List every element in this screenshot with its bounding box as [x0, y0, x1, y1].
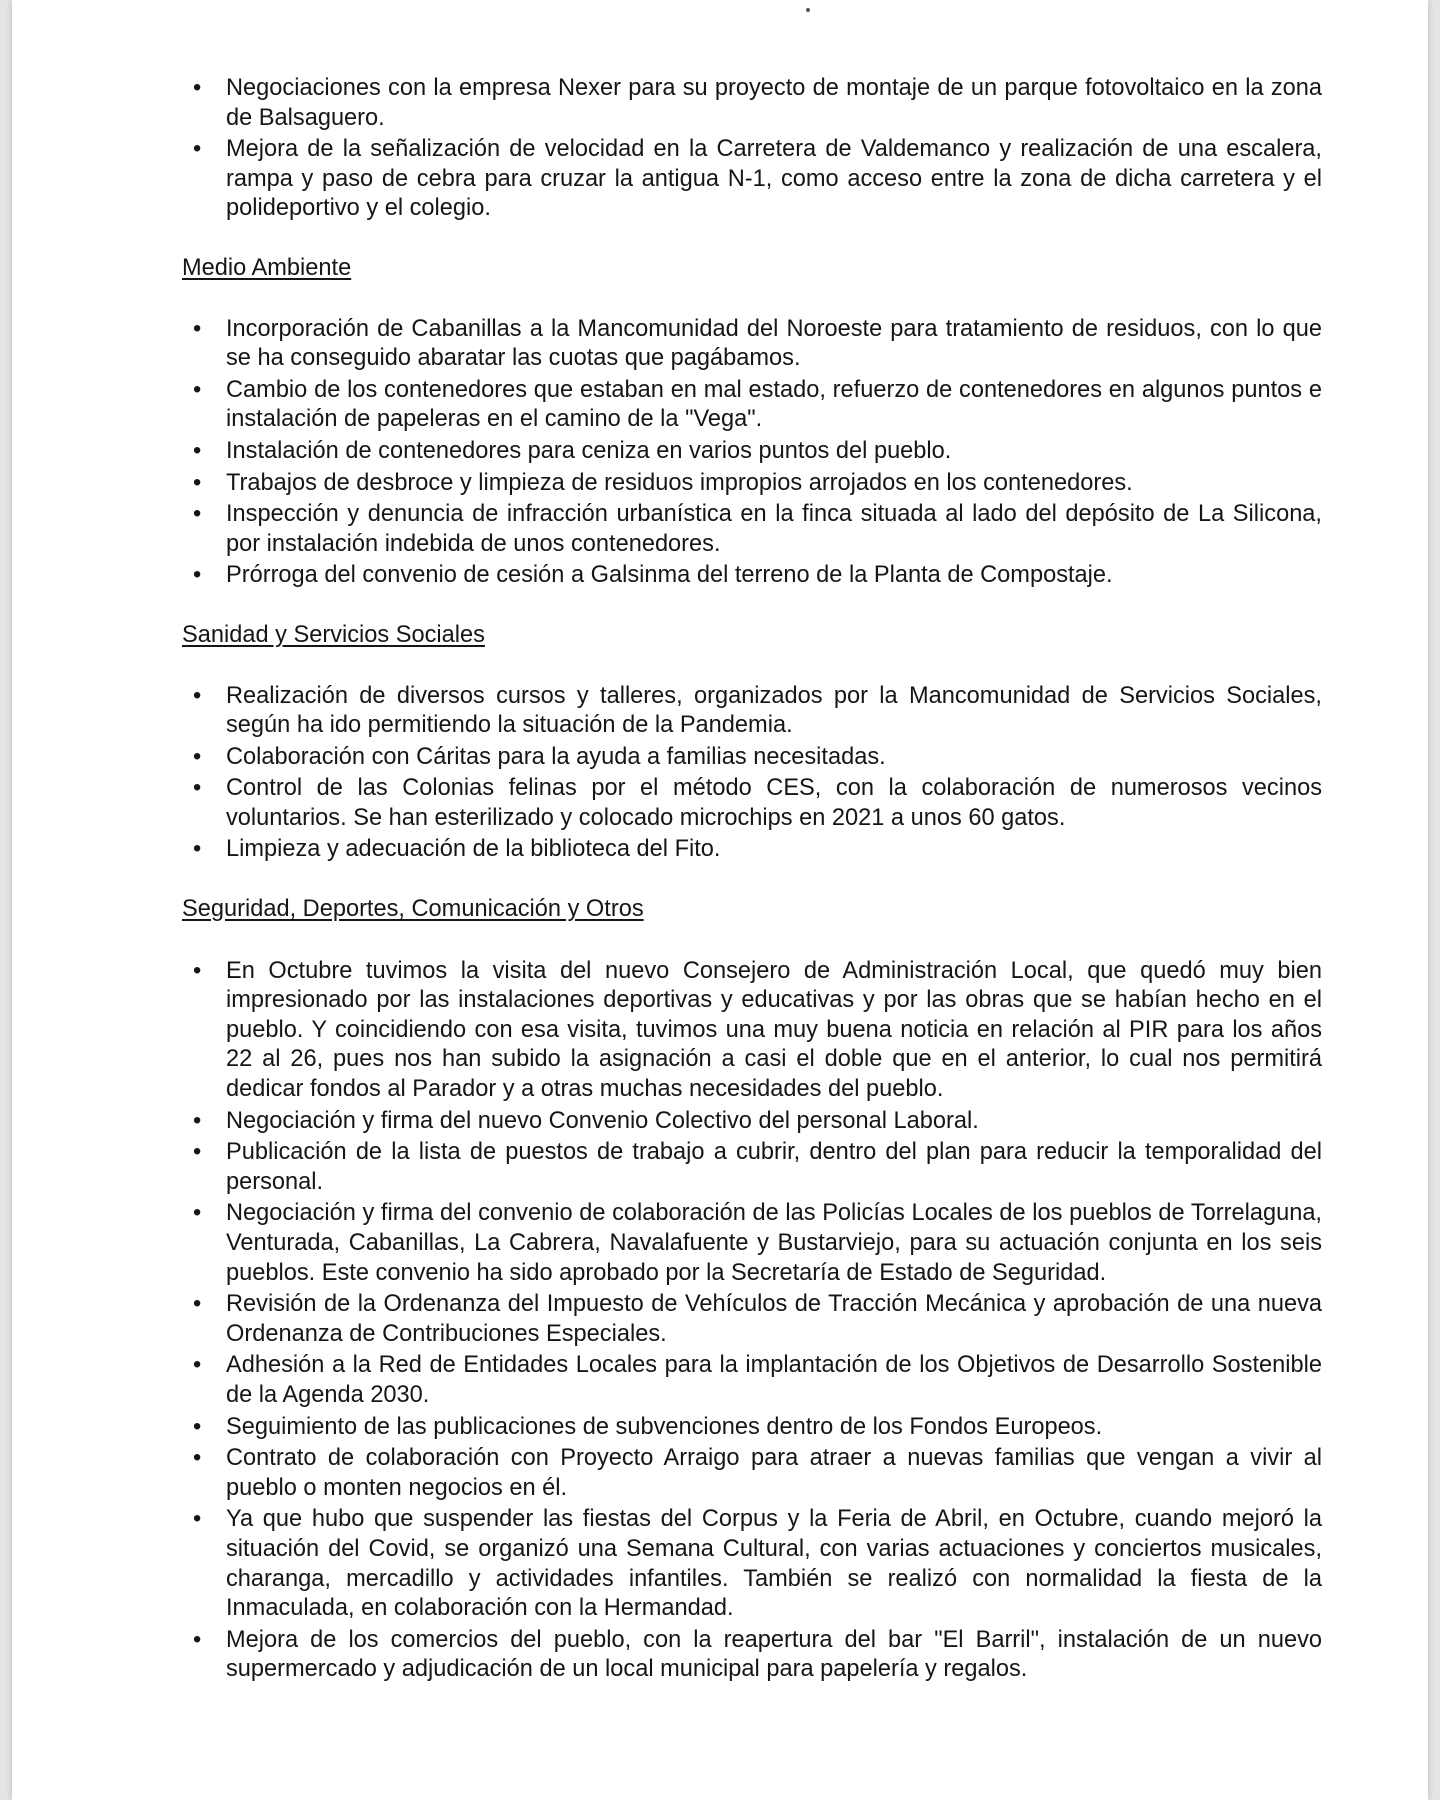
bullet-icon: • — [193, 836, 202, 863]
bullet-icon: • — [193, 1107, 202, 1134]
bullet-icon: • — [193, 1352, 202, 1379]
bullet-icon: • — [193, 1626, 202, 1653]
list-item: • Contrato de colaboración con Proyecto Arraigo para atraer a nuevas familias que vengan a vivir al pueblo o monten negocios en él. — [193, 1445, 1322, 1501]
list-item: • Ya que hubo que suspender las fiestas del Corpus y la Feria de Abril, en Octubre, cuando mejoró la situación del Covid, se organizó una Semana Cultural, con varias actuaciones y conciertos musicales, charanga, mercadillo y actividades infantiles. También se realizó con normalidad la fiesta de la Inmaculada, en colaboración con la Hermandad. — [193, 1506, 1322, 1622]
list-item: • Limpieza y adecuación de la biblioteca del Fito. — [182, 835, 1322, 865]
list-item: • Adhesión a la Red de Entidades Locales para la implantación de los Objetivos de Desarrollo Sostenible de la Agenda 2030. — [193, 1352, 1322, 1408]
bullet-icon: • — [193, 75, 202, 101]
document-content — [182, 74, 1322, 1687]
bullet-icon: • — [193, 1413, 202, 1440]
list-item: • Negociación y firma del convenio de colaboración de las Policías Locales de los pueblos de Torrelaguna, Venturada, Cabanillas, La Cabrera, Navalafuente y Bustarviejo, para su actuación conjunta en los seis pueblos. Este convenio ha sido aprobado por la Secretaría de Estado de Seguridad. — [193, 1200, 1322, 1286]
list-item: • Instalación de contenedores para ceniza en varios puntos del pueblo. — [182, 437, 1322, 467]
list-item: • Mejora de los comercios del pueblo, con la reapertura del bar "El Barril", instalación de un nuevo supermercado y adjudicación de un local municipal para papelería y regalos. — [193, 1626, 1322, 1683]
bullet-icon: • — [193, 743, 202, 770]
bullet-icon: • — [193, 136, 202, 163]
list-item: • Mejora de la señalización de velocidad en la Carretera de Valdemanco y realización de una escalera, rampa y paso de cebra para cruzar la antigua N-1, como acceso entre la zona de dicha carretera y el polideportivo y el colegio. — [193, 136, 1322, 222]
bullet-icon: • — [193, 376, 202, 403]
section-title-seguridad: Seguridad, Deportes, Comunicación y Otros — [182, 896, 644, 923]
intro-list — [182, 74, 1322, 224]
list-item: • Colaboración con Cáritas para la ayuda a familias necesitadas. — [182, 743, 1322, 773]
sanidad-list — [182, 682, 1322, 866]
bullet-icon: • — [193, 1506, 202, 1533]
section-title-medio-ambiente: Medio Ambiente — [182, 254, 352, 281]
list-item: • En Octubre tuvimos la visita del nuevo Consejero de Administración Local, que quedó muy bien impresionado por las instalaciones deportivas y educativas y por las obras que se habían hecho en el pueblo. Y coincidiendo con esa visita, tuvimos una muy buena noticia en relación al PIR para los años 22 al 26, pues nos han subido la asignación a casi el doble que en el anterior, lo cual nos permitirá dedicar fondos al Parador y a otras muchas necesidades del pueblo. — [193, 957, 1322, 1103]
list-item: • Trabajos de desbroce y limpieza de residuos impropios arrojados en los contenedores. — [182, 469, 1322, 499]
list-item: • Negociación y firma del nuevo Convenio Colectivo del personal Laboral. — [182, 1107, 1322, 1137]
bullet-icon: • — [193, 562, 202, 589]
list-item: • Cambio de los contenedores que estaban en mal estado, refuerzo de contenedores en algunos puntos e instalación de papeleras en el camino de la "Vega". — [193, 376, 1322, 433]
bullet-icon: • — [193, 501, 202, 528]
list-item: • Publicación de la lista de puestos de trabajo a cubrir, dentro del plan para reducir la temporalidad del personal. — [193, 1139, 1322, 1195]
list-item: • Control de las Colonias felinas por el método CES, con la colaboración de numerosos vecinos voluntarios. Se han esterilizado y colocado microchips en 2021 a unos 60 gatos. — [193, 775, 1322, 831]
bullet-icon: • — [193, 1445, 202, 1472]
bullet-icon: • — [193, 315, 202, 342]
list-item: • Prórroga del convenio de cesión a Galsinma del terreno de la Planta de Compostaje. — [182, 561, 1322, 591]
list-item: • Negociaciones con la empresa Nexer para su proyecto de montaje de un parque fotovoltaico en la zona de Balsaguero. — [193, 75, 1322, 131]
bullet-icon: • — [193, 957, 202, 984]
bullet-icon: • — [193, 682, 202, 709]
list-item: • Seguimiento de las publicaciones de subvenciones dentro de los Fondos Europeos. — [182, 1413, 1322, 1443]
scan-speck — [806, 8, 810, 12]
seguridad-list — [182, 957, 1322, 1685]
bullet-icon: • — [193, 1291, 202, 1318]
bullet-icon: • — [193, 437, 202, 464]
bullet-icon: • — [193, 469, 202, 496]
medio-ambiente-list — [182, 315, 1322, 591]
list-item: • Revisión de la Ordenanza del Impuesto de Vehículos de Tracción Mecánica y aprobación de una nueva Ordenanza de Contribuciones Especiales. — [193, 1291, 1322, 1347]
list-item: • Realización de diversos cursos y talleres, organizados por la Mancomunidad de Servicios Sociales, según ha ido permitiendo la situación de la Pandemia. — [193, 682, 1322, 739]
bullet-icon: • — [193, 1200, 202, 1227]
bullet-icon: • — [193, 1139, 202, 1166]
list-item: • Inspección y denuncia de infracción urbanística en la finca situada al lado del depósito de La Silicona, por instalación indebida de unos contenedores. — [193, 501, 1322, 557]
document-page — [12, 0, 1428, 1800]
list-item: • Incorporación de Cabanillas a la Mancomunidad del Noroeste para tratamiento de residuos, con lo que se ha conseguido abaratar las cuotas que pagábamos. — [193, 315, 1322, 372]
section-title-sanidad: Sanidad y Servicios Sociales — [182, 621, 485, 648]
bullet-icon: • — [193, 775, 202, 802]
